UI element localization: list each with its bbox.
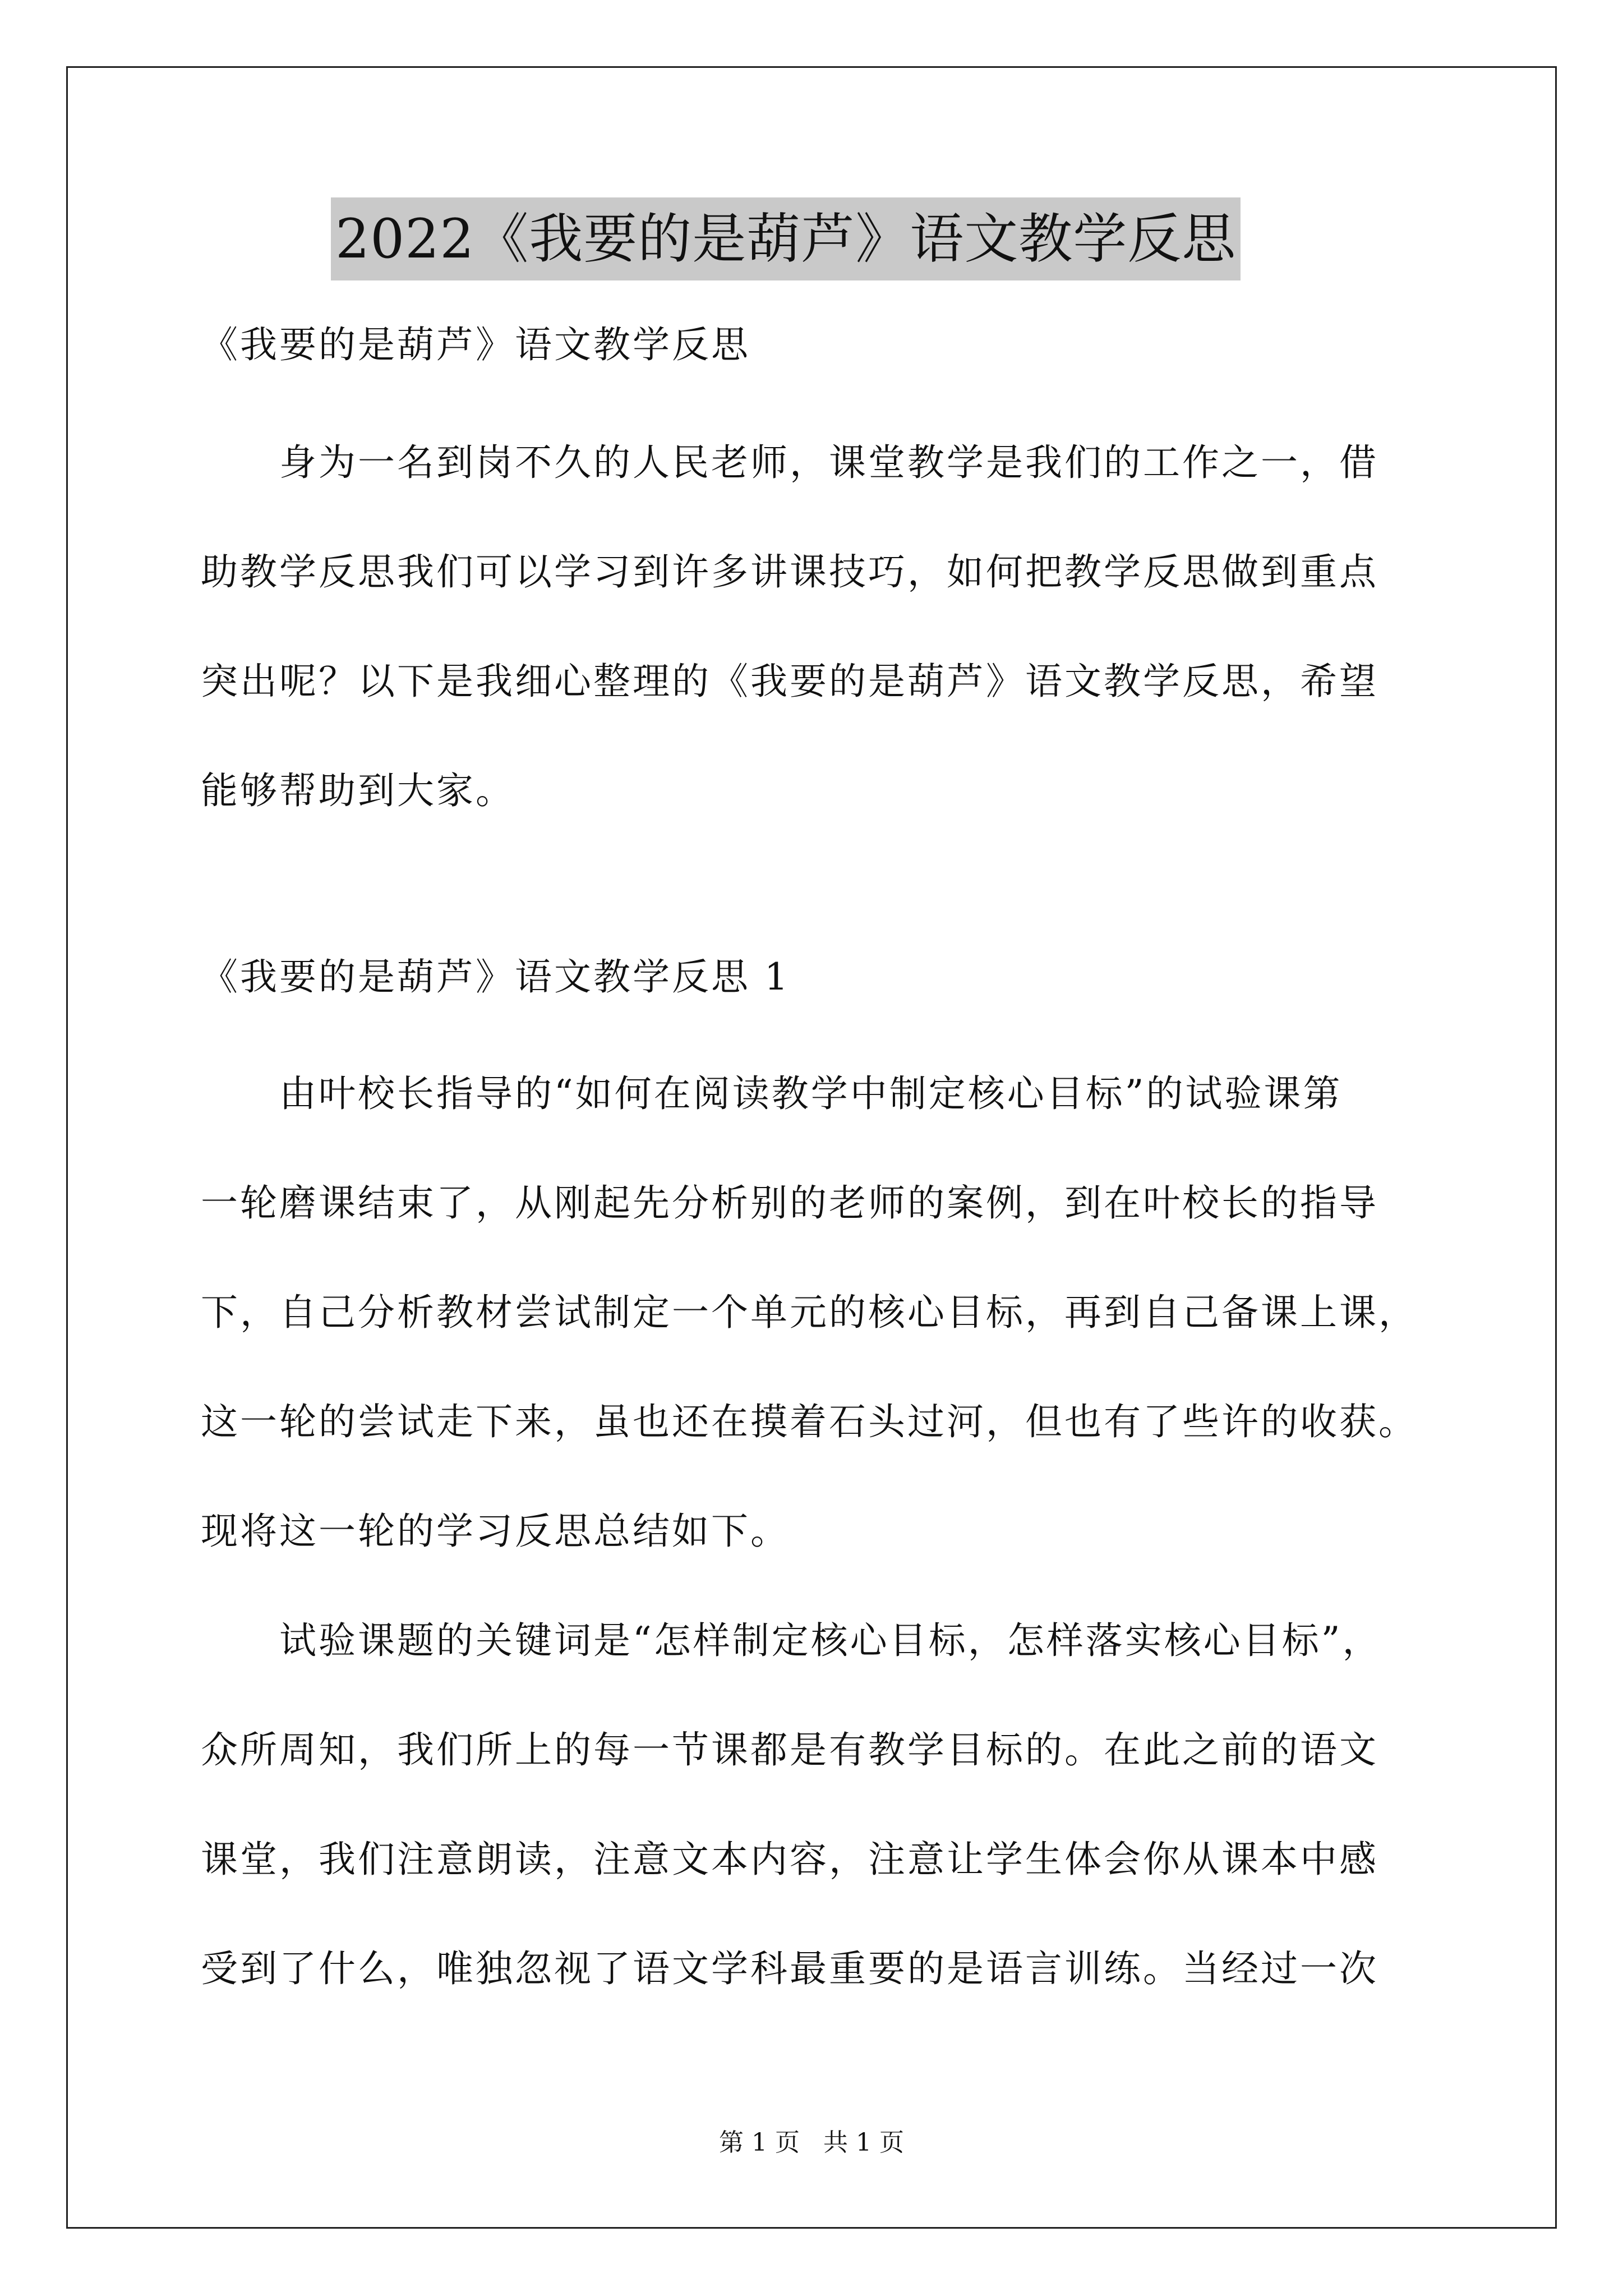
paragraph-line: 能够帮助到大家。 (201, 769, 515, 812)
paragraph-line: 一轮磨课结束了，从刚起先分析别的老师的案例，到在叶校长的指导 (201, 1181, 1378, 1225)
paragraph-line: 现将这一轮的学习反思总结如下。 (201, 1510, 790, 1553)
paragraph-line: 受到了什么，唯独忽视了语文学科最重要的是语言训练。当经过一次 (201, 1947, 1378, 1990)
paragraph-line: 下，自己分析教材尝试制定一个单元的核心目标，再到自己备课上课， (201, 1291, 1418, 1334)
paragraph-line: 课堂，我们注意朗读，注意文本内容，注意让学生体会你从课本中感 (201, 1838, 1378, 1881)
paragraph-line: 突出呢？以下是我细心整理的《我要的是葫芦》语文教学反思，希望 (201, 660, 1378, 703)
page-border (66, 66, 1557, 2229)
paragraph-line: 这一轮的尝试走下来，虽也还在摸着石头过河，但也有了些许的收获。 (201, 1400, 1418, 1443)
section-heading: 《我要的是葫芦》语文教学反思 1 (201, 955, 790, 999)
document-title: 2022《我要的是葫芦》语文教学反思 (331, 197, 1241, 280)
page-footer (0, 2126, 1623, 2160)
paragraph-line: 众所周知，我们所上的每一节课都是有教学目标的。在此之前的语文 (201, 1728, 1378, 1772)
paragraph-line: 由叶校长指导的“如何在阅读教学中制定核心目标”的试验课第 (279, 1072, 1343, 1115)
section-heading: 《我要的是葫芦》语文教学反思 (201, 323, 750, 366)
paragraph-line: 助教学反思我们可以学习到许多讲课技巧，如何把教学反思做到重点 (201, 550, 1378, 593)
paragraph-line: 身为一名到岗不久的人民老师，课堂教学是我们的工作之一，借 (279, 441, 1378, 484)
page-total: 共 1 页 (823, 2128, 904, 2157)
paragraph-line: 试验课题的关键词是“怎样制定核心目标，怎样落实核心目标”， (279, 1619, 1382, 1662)
page-number: 第 1 页 (719, 2128, 800, 2157)
